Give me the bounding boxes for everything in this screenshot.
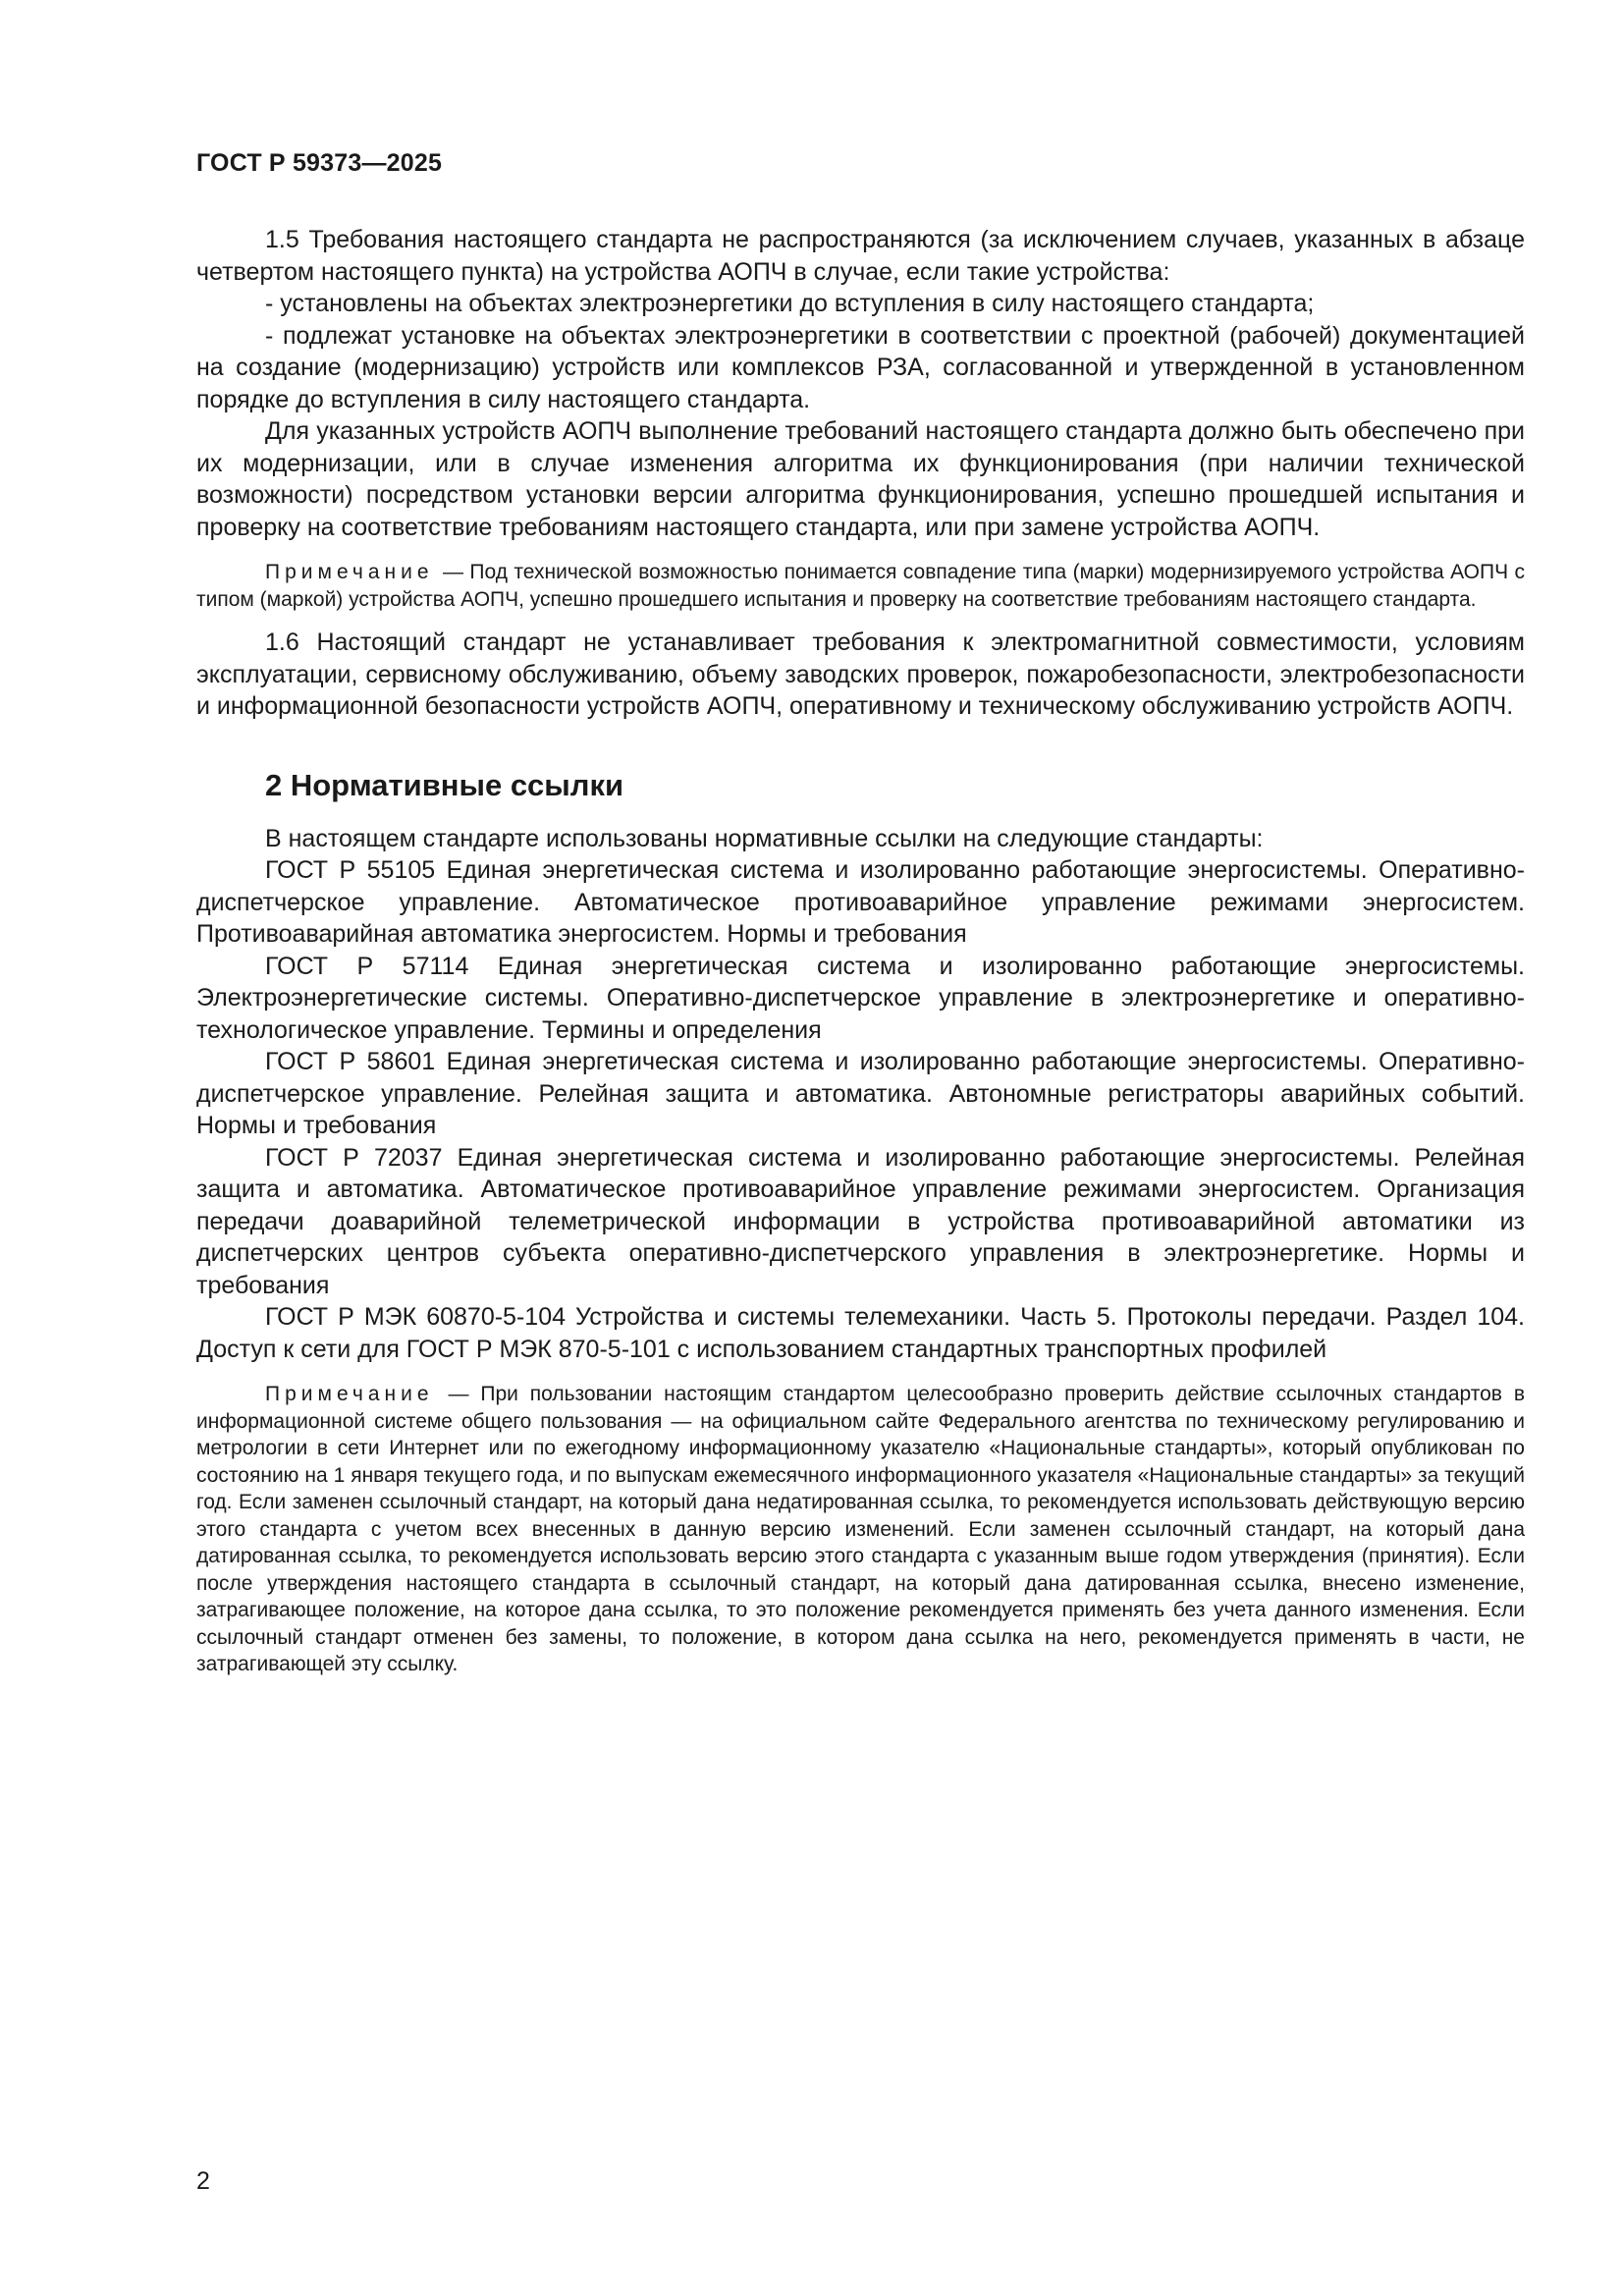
clause-1-6: 1.6 Настоящий стандарт не устанавливает требования к электромагнитной совместимости, условиям эксплуатации, сервисному обслуживанию, объему заводских проверок, пожаробезопасности, электробезопасности и информационной безопасности устройств АОПЧ, оперативному и техническому обслуживанию устройств АОПЧ. — [196, 629, 1525, 720]
section-2-title: 2 Нормативные ссылки — [265, 767, 624, 802]
reference-item: ГОСТ Р 72037 Единая энергетическая система и изолированно работающие энергосистемы. Релейная защита и автоматика. Автоматическое противоаварийное управление режимами энергосистем. Организация передачи доаварийной телеметрической информации в устройства противоаварийной автоматики из диспетчерских центров субъекта оперативно-диспетчерского управления в электроэнергетике. Нормы и требования — [196, 1143, 1525, 1299]
document-body — [196, 224, 1525, 1678]
reference-item: ГОСТ Р 58601 Единая энергетическая система и изолированно работающие энергосистемы. Оперативно-диспетчерское управление. Релейная защита и автоматика. Автономные регистраторы аварийных событий. Нормы и требования — [196, 1048, 1525, 1139]
reference-item: ГОСТ Р 55105 Единая энергетическая система и изолированно работающие энергосистемы. Оперативно-диспетчерское управление. Автоматическое противоаварийное управление режимами энергосистем. Противоаварийная автоматика энергосистем. Нормы и требования — [196, 856, 1525, 948]
note-label: Примечание — [265, 561, 434, 583]
reference-item: ГОСТ Р МЭК 60870-5-104 Устройства и системы телемеханики. Часть 5. Протоколы передачи. Раздел 104. Доступ к сети для ГОСТ Р МЭК 870-5-101 с использованием стандартных транспортных профилей — [196, 1303, 1525, 1363]
references-intro: В настоящем стандарте использованы нормативные ссылки на следующие стандарты: — [265, 824, 1264, 852]
note-references — [196, 1381, 1525, 1678]
page-number: 2 — [196, 2167, 210, 2195]
note-label: Примечание — [265, 1383, 434, 1405]
note-text: — Под технической возможностью понимается совпадение типа (марки) модернизируемого устройства АОПЧ с типом (маркой) устройства АОПЧ, успешно прошедшего испытания и проверку на соответствие требованиям настоящего стандарта. — [196, 561, 1525, 611]
clause-1-5-item-1: - установлены на объектах электроэнергетики до вступления в силу настоящего стандарта; — [265, 290, 1315, 317]
reference-item: ГОСТ Р 57114 Единая энергетическая система и изолированно работающие энергосистемы. Электроэнергетические системы. Оперативно-диспетчерское управление в электроэнергетике и оперативно-технологическое управление. Термины и определения — [196, 952, 1525, 1044]
clause-1-5: 1.5 Требования настоящего стандарта не распространяются (за исключением случаев, указанных в абзаце четвертом настоящего пункта) на устройства АОПЧ в случае, если такие устройства: — [196, 226, 1525, 286]
note-technical-possibility — [196, 559, 1525, 613]
clause-1-5-modernization: Для указанных устройств АОПЧ выполнение требований настоящего стандарта должно быть обеспечено при их модернизации, или в случае изменения алгоритма их функционирования (при наличии технической возможности) посредством установки версии алгоритма функционирования, успешно прошедшей испытания и проверку на соответствие требованиям настоящего стандарта, или при замене устройства АОПЧ. — [196, 417, 1525, 541]
note-text: — При пользовании настоящим стандартом целесообразно проверить действие ссылочных стандартов в информационной системе общего пользования — на официальном сайте Федерального агентства по техническому регулированию и метрологии в сети Интернет или по ежегодному информационному указателю «Национальные стандарты», который опубликован по состоянию на 1 января текущего года, и по выпускам ежемесячного информационного указателя «Национальные стандарты» за текущий год. Если заменен ссылочный стандарт, на который дана недатированная ссылка, то рекомендуется использовать действующую версию этого стандарта с учетом всех внесенных в данную версию изменений. Если заменен ссылочный стандарт, на который дана датированная ссылка, то рекомендуется использовать версию этого стандарта с указанным выше годом утверждения (принятия). Если после утверждения настоящего стандарта в ссылочный стандарт, на который дана датированная ссылка, внесено изменение, затрагивающее положение, на которое дана ссылка, то это положение рекомендуется применять без учета данного изменения. Если ссылочный стандарт отменен без замены, то положение, в котором дана ссылка на него, рекомендуется применять в части, не затрагивающей эту ссылку. — [196, 1383, 1525, 1675]
document-page — [196, 0, 1525, 2296]
document-id-header: ГОСТ Р 59373—2025 — [196, 149, 443, 177]
clause-1-5-item-2: - подлежат установке на объектах электроэнергетики в соответствии с проектной (рабочей) документацией на создание (модернизацию) устройств или комплексов РЗА, согласованной и утвержденной в установленном порядке до вступления в силу настоящего стандарта. — [196, 321, 1525, 413]
